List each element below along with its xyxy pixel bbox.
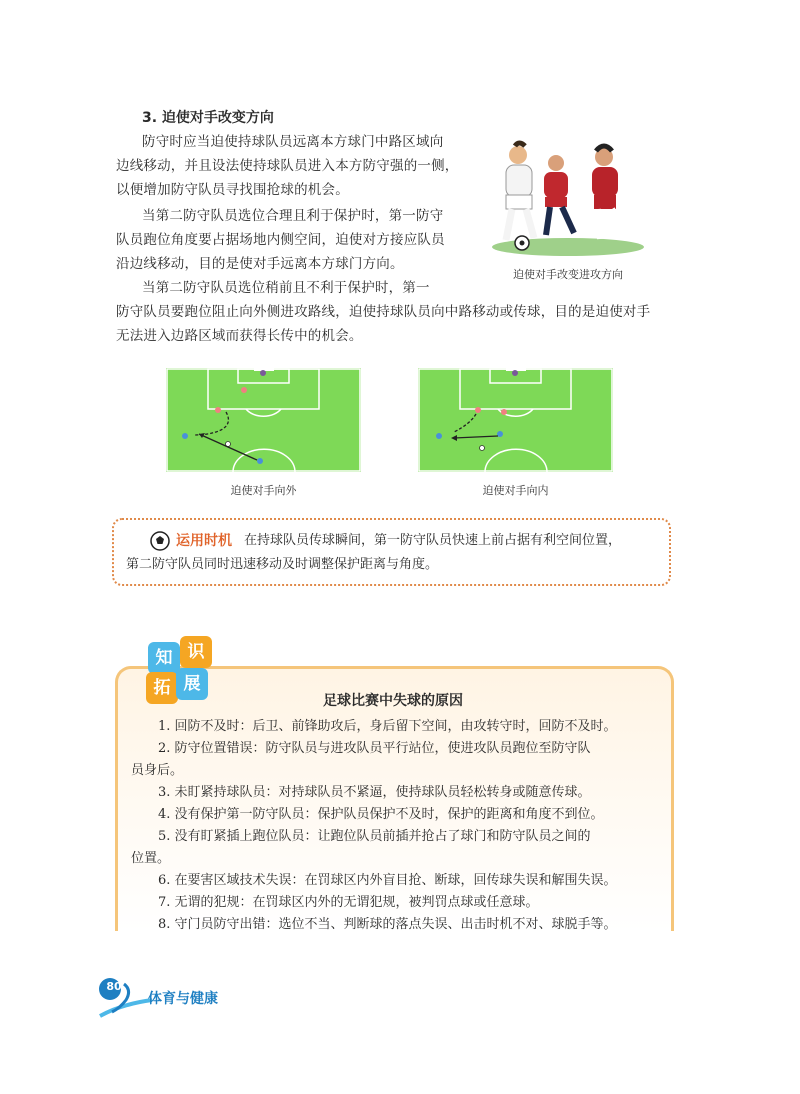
red-player-right bbox=[592, 146, 628, 239]
usage-tip-label bbox=[176, 530, 232, 550]
extension-line: 8. 守门员防守出错：选位不当、判断球的落点失误、出击时机不对、球脱手等。 bbox=[158, 917, 617, 932]
book-title: 体育与健康 bbox=[148, 991, 218, 1007]
tip-line-2: 第二防守队员同时迅速移动及时调整保护距离与角度。 bbox=[126, 557, 439, 572]
extension-line: 5. 没有盯紧插上跑位队员：让跑位队员前插并抢占了球门和防守队员之间的 bbox=[158, 829, 591, 844]
extension-title: 足球比赛中失球的原因 bbox=[323, 693, 463, 709]
extension-line: 3. 未盯紧持球队员：对持球队员不紧逼，使持球队员轻松转身或随意传球。 bbox=[158, 785, 591, 800]
ball-marker bbox=[480, 446, 485, 451]
players-photo bbox=[488, 135, 648, 260]
paragraph-3-line-3: 无法进入边路区域而获得长传中的机会。 bbox=[116, 328, 363, 344]
blue-player-marker bbox=[436, 433, 442, 439]
page-number: 80 bbox=[106, 980, 122, 993]
badge-piece: 识 bbox=[180, 636, 212, 668]
figure-caption-inward: 迫使对手向内 bbox=[482, 484, 549, 497]
badge-piece: 展 bbox=[176, 668, 208, 700]
red-player-marker bbox=[215, 407, 221, 413]
goalkeeper-marker bbox=[260, 370, 266, 376]
blue-player-marker bbox=[182, 433, 188, 439]
paragraph-1-line-1: 防守时应当迫使持球队员远离本方球门中路区域向 bbox=[142, 134, 444, 150]
badge-piece: 拓 bbox=[146, 672, 178, 704]
field-diagram-outward bbox=[166, 368, 361, 472]
paragraph-3-line-2: 防守队员要跑位阻止向外侧进攻路线，迫使持球队员向中路移动或传球，目的是迫使对手 bbox=[116, 304, 651, 320]
extension-line: 2. 防守位置错误：防守队员与进攻队员平行站位，使进攻队员跑位至防守队 bbox=[158, 741, 591, 756]
red-player-middle bbox=[544, 155, 574, 235]
paragraph-1-line-2: 边线移动，并且设法使持球队员进入本方防守强的一侧， bbox=[116, 158, 459, 174]
section-title: 3. 迫使对手改变方向 bbox=[142, 110, 274, 126]
goalkeeper-marker bbox=[512, 370, 518, 376]
red-player-marker bbox=[501, 409, 507, 415]
figure-caption-outward: 迫使对手向外 bbox=[230, 484, 297, 497]
field-diagram-inward bbox=[418, 368, 613, 472]
white-player bbox=[506, 143, 534, 240]
extension-line: 员身后。 bbox=[131, 763, 184, 778]
tip-line-1: 在持球队员传球瞬间，第一防守队员快速上前占据有利空间位置， bbox=[244, 533, 622, 548]
paragraph-2-line-1: 当第二防守队员选位合理且利于保护时，第一防守 bbox=[142, 208, 444, 224]
paragraph-2-line-3: 沿边线移动，目的是使对手远离本方球门方向。 bbox=[116, 256, 404, 272]
red-player-marker bbox=[241, 387, 247, 393]
extension-line: 4. 没有保护第一防守队员：保护队员保护不及时，保护的距离和角度不到位。 bbox=[158, 807, 604, 822]
red-player-marker bbox=[475, 407, 481, 413]
soccer-ball-icon bbox=[150, 531, 170, 551]
paragraph-2-line-2: 队员跑位角度要占据场地内侧空间，迫使对方接应队员 bbox=[116, 232, 445, 248]
extension-line: 位置。 bbox=[131, 851, 171, 866]
blue-player-marker bbox=[257, 458, 263, 464]
paragraph-3-line-1: 当第二防守队员选位稍前且不利于保护时，第一 bbox=[142, 280, 430, 296]
extension-line: 7. 无谓的犯规：在罚球区内外的无谓犯规，被判罚点球或任意球。 bbox=[158, 895, 539, 910]
tip-label: 运用时机 bbox=[176, 533, 232, 549]
extension-line: 1. 回防不及时：后卫、前锋助攻后，身后留下空间，由攻转守时，回防不及时。 bbox=[158, 719, 617, 734]
extension-line: 6. 在要害区域技术失误：在罚球区内外盲目抢、断球，回传球失误和解围失误。 bbox=[158, 873, 617, 888]
badge-piece: 知 bbox=[148, 642, 180, 674]
paragraph-1-line-3: 以便增加防守队员寻找围抢球的机会。 bbox=[116, 182, 349, 198]
photo-caption: 迫使对手改变进攻方向 bbox=[513, 268, 623, 281]
